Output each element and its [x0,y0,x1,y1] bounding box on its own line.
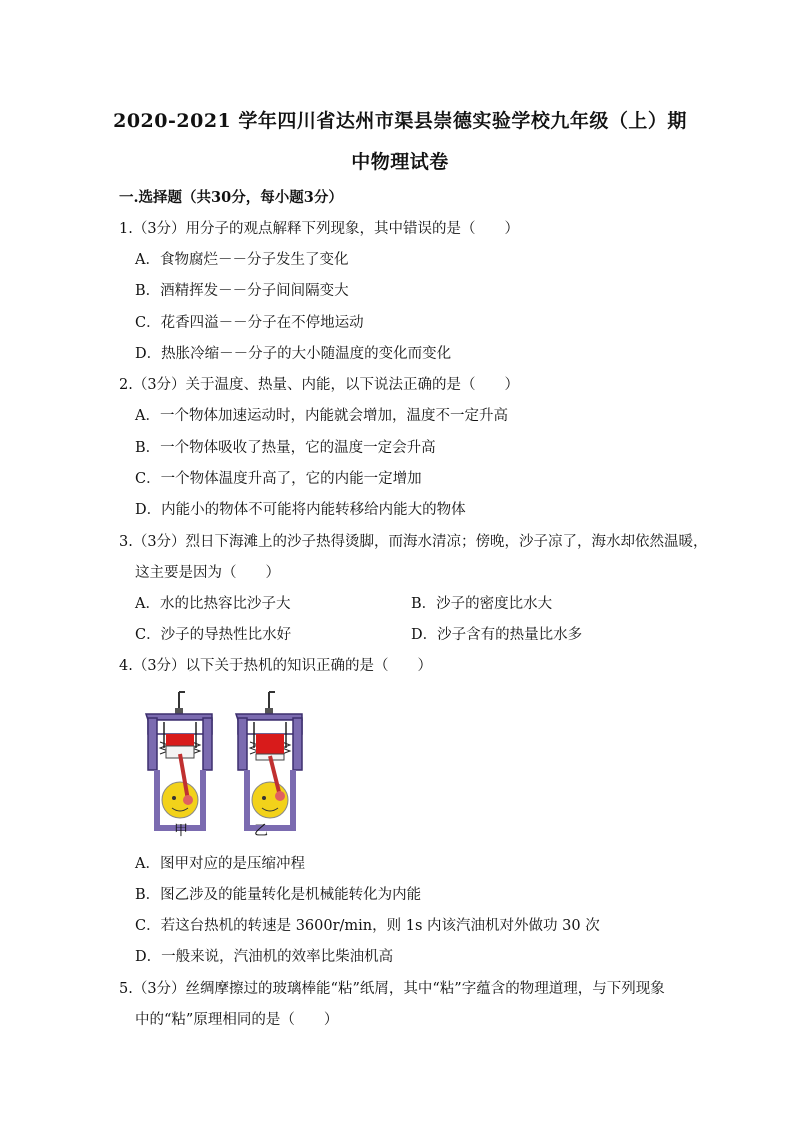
exam-title-line2: 中物理试卷 [351,151,449,173]
figure-label-left: 甲 [174,823,188,839]
question-1-option-b: B．酒精挥发－－分子间间隔变大 [135,283,349,299]
engine-stroke-figure [130,690,320,840]
question-4-stem: 4.（3分）以下关于热机的知识正确的是（ ） [119,658,433,674]
question-2-option-d: D．内能小的物体不可能将内能转移给内能大的物体 [135,502,466,518]
figure-label-right: 乙 [254,823,268,839]
question-2-option-b: B．一个物体吸收了热量，它的温度一定会升高 [135,440,436,456]
question-4-option-c: C．若这台热机的转速是 3600r/min，则 1s 内该汽油机对外做功 30 次 [135,918,600,934]
question-2-stem: 2.（3分）关于温度、热量、内能，以下说法正确的是（ ） [119,377,520,393]
question-2-option-c: C．一个物体温度升高了，它的内能一定增加 [135,471,422,487]
question-1-option-d: D．热胀冷缩－－分子的大小随温度的变化而变化 [135,346,452,362]
engine-diagram-left [146,692,212,828]
question-2-option-a: A．一个物体加速运动时，内能就会增加，温度不一定升高 [135,408,508,424]
question-3-option-c: C．沙子的导热性比水好 [135,627,292,643]
question-3-option-a: A．水的比热容比沙子大 [135,596,291,612]
question-3-stem-line1: 3.（3分）烈日下海滩上的沙子热得烫脚，而海水清凉；傍晚，沙子凉了，海水却依然温暖， [119,534,708,550]
section-heading: 一.选择题（共30分，每小题3分） [119,189,343,206]
question-5-stem-line2: 中的“粘”原理相同的是（ ） [135,1012,339,1028]
question-4-option-a: A．图甲对应的是压缩冲程 [135,856,305,872]
question-4-option-b: B．图乙涉及的能量转化是机械能转化为内能 [135,887,422,903]
question-5-stem-line1: 5.（3分）丝绸摩擦过的玻璃棒能“粘”纸屑，其中“粘”字蕴含的物理道理，与下列现象 [119,981,665,997]
engine-diagram-right [236,692,302,828]
question-1-stem: 1.（3分）用分子的观点解释下列现象，其中错误的是（ ） [119,221,520,237]
question-3-stem-line2: 这主要是因为（ ） [135,565,280,581]
question-1-option-a: A．食物腐烂－－分子发生了变化 [135,252,349,268]
question-1-option-c: C．花香四溢－－分子在不停地运动 [135,315,364,331]
question-4-option-d: D．一般来说，汽油机的效率比柴油机高 [135,949,394,965]
question-3-option-b: B．沙子的密度比水大 [411,596,553,612]
exam-title-line1: 2020-2021 学年四川省达州市渠县崇德实验学校九年级（上）期 [113,110,687,132]
question-3-option-d: D．沙子含有的热量比水多 [411,627,583,643]
